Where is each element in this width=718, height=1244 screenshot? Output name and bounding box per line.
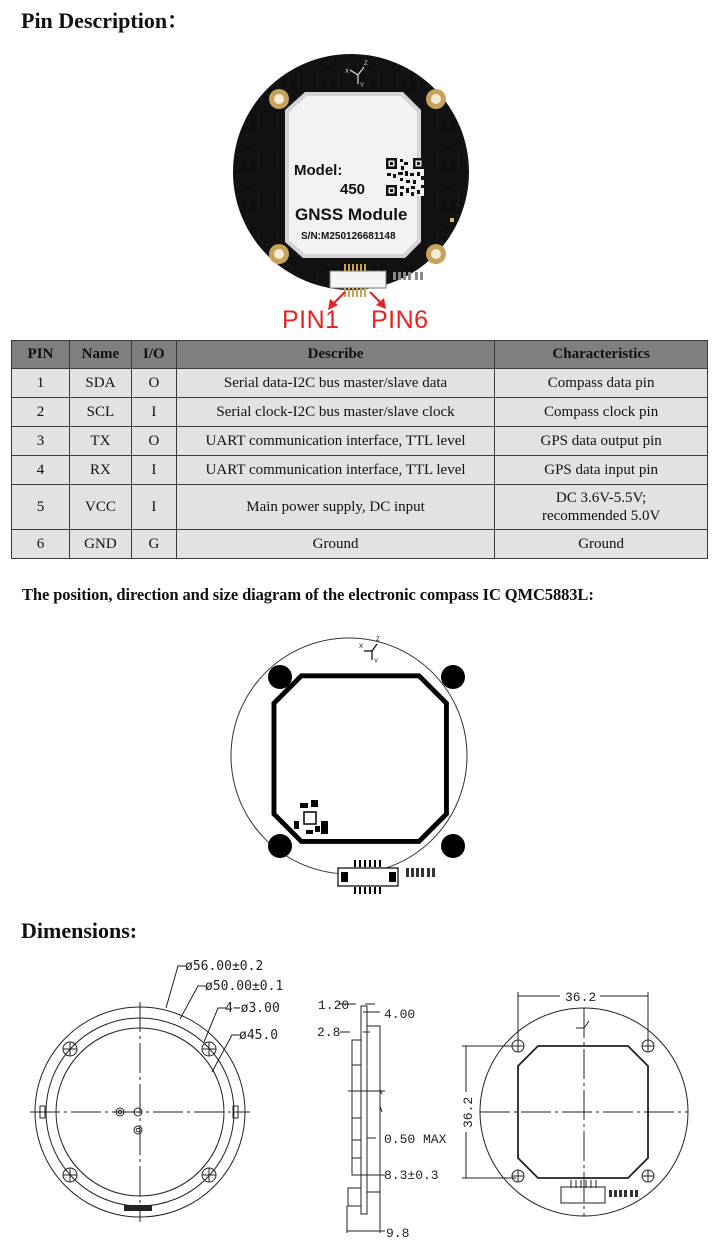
table-row bbox=[12, 485, 708, 530]
cell-describe: Serial data-I2C bus master/slave data bbox=[176, 369, 494, 398]
dim-side-6: 9.8 bbox=[386, 1226, 410, 1241]
svg-text:Z: Z bbox=[376, 637, 380, 643]
pin-description-heading: Pin Description： bbox=[21, 8, 190, 33]
cell-io: O bbox=[131, 369, 176, 398]
svg-text:X: X bbox=[359, 644, 364, 650]
cell-name: TX bbox=[69, 427, 131, 456]
serial-number: S/N:M250126681148 bbox=[301, 231, 396, 242]
svg-text:Y: Y bbox=[360, 83, 365, 89]
cell-characteristics: Ground bbox=[495, 530, 708, 559]
characteristics-line-1: DC 3.6V-5.5V; bbox=[555, 490, 647, 506]
col-header-name: Name bbox=[69, 341, 131, 369]
dim-back-width: 36.2 bbox=[565, 990, 597, 1005]
cell-pin: 2 bbox=[12, 398, 70, 427]
cell-pin: 4 bbox=[12, 456, 70, 485]
cell-io: I bbox=[131, 456, 176, 485]
dim-inner-diameter: ø45.0 bbox=[239, 1028, 279, 1043]
dimensions-heading: Dimensions: bbox=[21, 918, 138, 943]
cell-describe: Serial clock-I2C bus master/slave clock bbox=[176, 398, 494, 427]
cell-describe: Main power supply, DC input bbox=[176, 485, 494, 530]
cell-characteristics: Compass data pin bbox=[495, 369, 708, 398]
table-row bbox=[12, 530, 708, 559]
cell-pin: 3 bbox=[12, 427, 70, 456]
cell-characteristics: Compass clock pin bbox=[495, 398, 708, 427]
pin6-label: PIN6 bbox=[371, 306, 429, 334]
model-label: Model: bbox=[294, 162, 343, 179]
cell-describe: UART communication interface, TTL level bbox=[176, 456, 494, 485]
cell-io: O bbox=[131, 427, 176, 456]
svg-text:X: X bbox=[345, 69, 350, 75]
dim-side-1: 1.20 bbox=[318, 998, 350, 1013]
table-row bbox=[12, 398, 708, 427]
col-header-describe: Describe bbox=[176, 341, 494, 369]
table-row bbox=[12, 456, 708, 485]
back-view-drawing bbox=[460, 980, 718, 1220]
dim-side-3: 2.8 bbox=[317, 1025, 341, 1040]
table-row bbox=[12, 427, 708, 456]
side-view-drawing bbox=[300, 980, 470, 1244]
product-name: GNSS Module bbox=[295, 205, 408, 224]
dim-side-4: 0.50 MAX bbox=[384, 1132, 447, 1147]
svg-text:Y: Y bbox=[374, 659, 379, 665]
qr-code-icon bbox=[386, 158, 424, 196]
cell-io: I bbox=[131, 485, 176, 530]
compass-diagram-heading: The position, direction and size diagram of the electronic compass IC QMC5883L: bbox=[22, 585, 594, 604]
cell-characteristics bbox=[495, 485, 708, 530]
table-header-row bbox=[12, 341, 708, 369]
cell-characteristics: GPS data output pin bbox=[495, 427, 708, 456]
cell-name: GND bbox=[69, 530, 131, 559]
table-row bbox=[12, 369, 708, 398]
front-view-drawing bbox=[20, 960, 310, 1230]
pin1-label: PIN1 bbox=[282, 306, 340, 334]
cell-pin: 5 bbox=[12, 485, 70, 530]
cell-name: VCC bbox=[69, 485, 131, 530]
gnss-module-photo bbox=[233, 40, 473, 340]
cell-name: RX bbox=[69, 456, 131, 485]
cell-describe: Ground bbox=[176, 530, 494, 559]
cell-characteristics: GPS data input pin bbox=[495, 456, 708, 485]
dim-outer-diameter: ø56.00±0.2 bbox=[185, 960, 264, 974]
compass-position-diagram bbox=[226, 618, 472, 894]
dim-hole-diameter: 4−ø3.00 bbox=[225, 1001, 280, 1016]
col-header-characteristics: Characteristics bbox=[495, 341, 708, 369]
svg-text:Z: Z bbox=[364, 61, 368, 67]
dim-board-diameter: ø50.00±0.1 bbox=[205, 979, 284, 994]
cell-pin: 6 bbox=[12, 530, 70, 559]
cell-io: G bbox=[131, 530, 176, 559]
cell-name: SDA bbox=[69, 369, 131, 398]
model-number: 450 bbox=[340, 181, 366, 198]
pin-table bbox=[11, 340, 708, 559]
cell-io: I bbox=[131, 398, 176, 427]
col-header-io: I/O bbox=[131, 341, 176, 369]
cell-describe: UART communication interface, TTL level bbox=[176, 427, 494, 456]
characteristics-line-2: recommended 5.0V bbox=[541, 508, 661, 524]
col-header-pin: PIN bbox=[12, 341, 70, 369]
cell-name: SCL bbox=[69, 398, 131, 427]
dim-back-height: 36.2 bbox=[461, 1096, 476, 1128]
dim-side-5: 8.3±0.3 bbox=[384, 1168, 439, 1183]
dim-side-2: 4.00 bbox=[384, 1007, 416, 1022]
cell-pin: 1 bbox=[12, 369, 70, 398]
